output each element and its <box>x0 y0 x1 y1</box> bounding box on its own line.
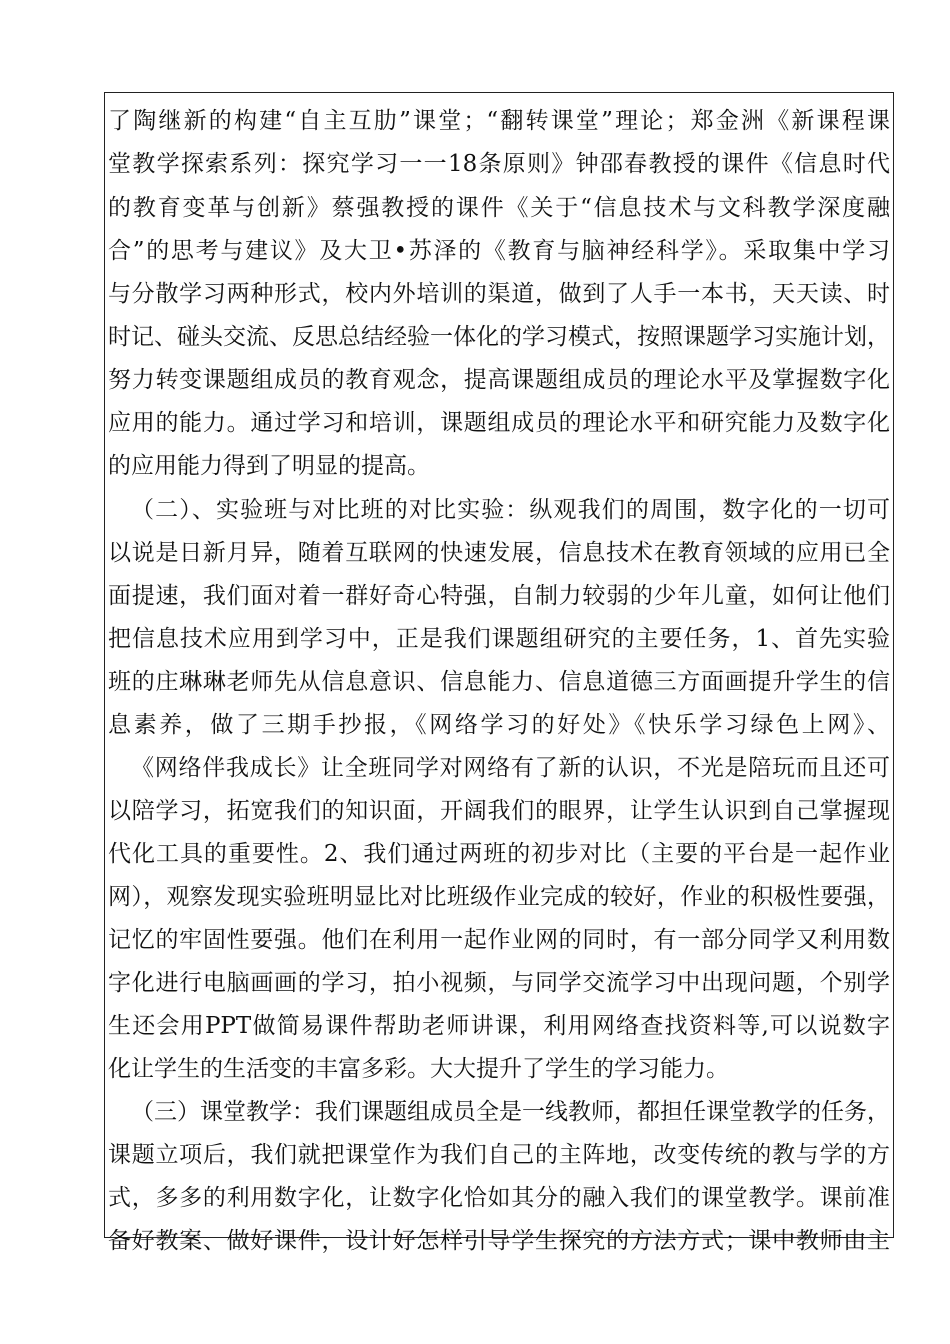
text-line-20: 记忆的牢固性要强。他们在利用一起作业网的同时，有一部分同学又利用数 <box>108 927 890 953</box>
text-line-2: 堂教学探索系列：探究学习一一18条原则》钟邵春教授的课件《信息时代 <box>108 151 890 177</box>
text-line-3: 的教育变革与创新》蔡强教授的课件《关于“信息技术与文科教学深度融 <box>108 195 890 221</box>
text-line-7: 努力转变课题组成员的教育观念，提高课题组成员的理论水平及掌握数字化 <box>108 367 890 393</box>
text-line-22: 生还会用PPT做简易课件帮助老师讲课，利用网络查找资料等,可以说数字 <box>108 1013 890 1039</box>
text-line-17: 以陪学习，拓宽我们的知识面，开阔我们的眼界，让学生认识到自己掌握现 <box>108 798 890 824</box>
document-table-cell <box>104 92 894 1254</box>
text-line-4: 合”的思考与建议》及大卫•苏泽的《教育与脑神经科学》。采取集中学习 <box>108 238 890 264</box>
text-line-23: 化让学生的生活变的丰富多彩。大大提升了学生的学习能力。 <box>108 1056 729 1082</box>
text-line-14: 班的庄琳琳老师先从信息意识、信息能力、信息道德三方面画提升学生的信 <box>108 669 890 695</box>
text-line-16: 《网络伴我成长》让全班同学对网络有了新的认识，不光是陪玩而且还可 <box>131 755 890 781</box>
text-line-12: 面提速，我们面对着一群好奇心特强，自制力较弱的少年儿童，如何让他们 <box>108 583 890 609</box>
text-line-10: （二）、实验班与对比班的对比实验：纵观我们的周围，数字化的一切可 <box>131 497 890 523</box>
text-line-19: 网），观察发现实验班明显比对比班级作业完成的较好，作业的积极性要强， <box>108 884 890 910</box>
text-line-5: 与分散学习两种形式，校内外培训的渠道，做到了人手一本书，天天读、时 <box>108 281 890 307</box>
text-line-11: 以说是日新月异，随着互联网的快速发展，信息技术在教育领域的应用已全 <box>108 540 890 566</box>
text-line-8: 应用的能力。通过学习和培训，课题组成员的理论水平和研究能力及数字化 <box>108 410 890 436</box>
text-line-25: 课题立项后，我们就把课堂作为我们自己的主阵地，改变传统的教与学的方 <box>108 1142 890 1168</box>
text-line-13: 把信息技术应用到学习中，正是我们课题组研究的主要任务，1、首先实验 <box>108 626 890 652</box>
text-line-1: 了陶继新的构建“自主互肋”课堂；“翻转课堂”理论；郑金洲《新课程课 <box>108 108 890 134</box>
text-line-21: 字化进行电脑画画的学习，拍小视频，与同学交流学习中出现问题，个别学 <box>108 970 890 996</box>
text-line-15: 息素养，做了三期手抄报，《网络学习的好处》《快乐学习绿色上网》、 <box>108 712 890 738</box>
text-line-18: 代化工具的重要性。2、我们通过两班的初步对比（主要的平台是一起作业 <box>108 841 890 867</box>
text-line-27: 备好教案、做好课件，设计好怎样引导学生探究的方法方式；课中教师由主 <box>108 1228 890 1254</box>
text-line-9: 的应用能力得到了明显的提高。 <box>108 453 430 479</box>
text-line-24: （三）课堂教学：我们课题组成员全是一线教师，都担任课堂教学的任务， <box>131 1099 890 1125</box>
text-line-26: 式，多多的利用数字化，让数字化恰如其分的融入我们的课堂教学。课前准 <box>108 1185 890 1211</box>
text-line-6: 时记、碰头交流、反思总结经验一体化的学习模式，按照课题学习实施计划， <box>108 324 890 350</box>
